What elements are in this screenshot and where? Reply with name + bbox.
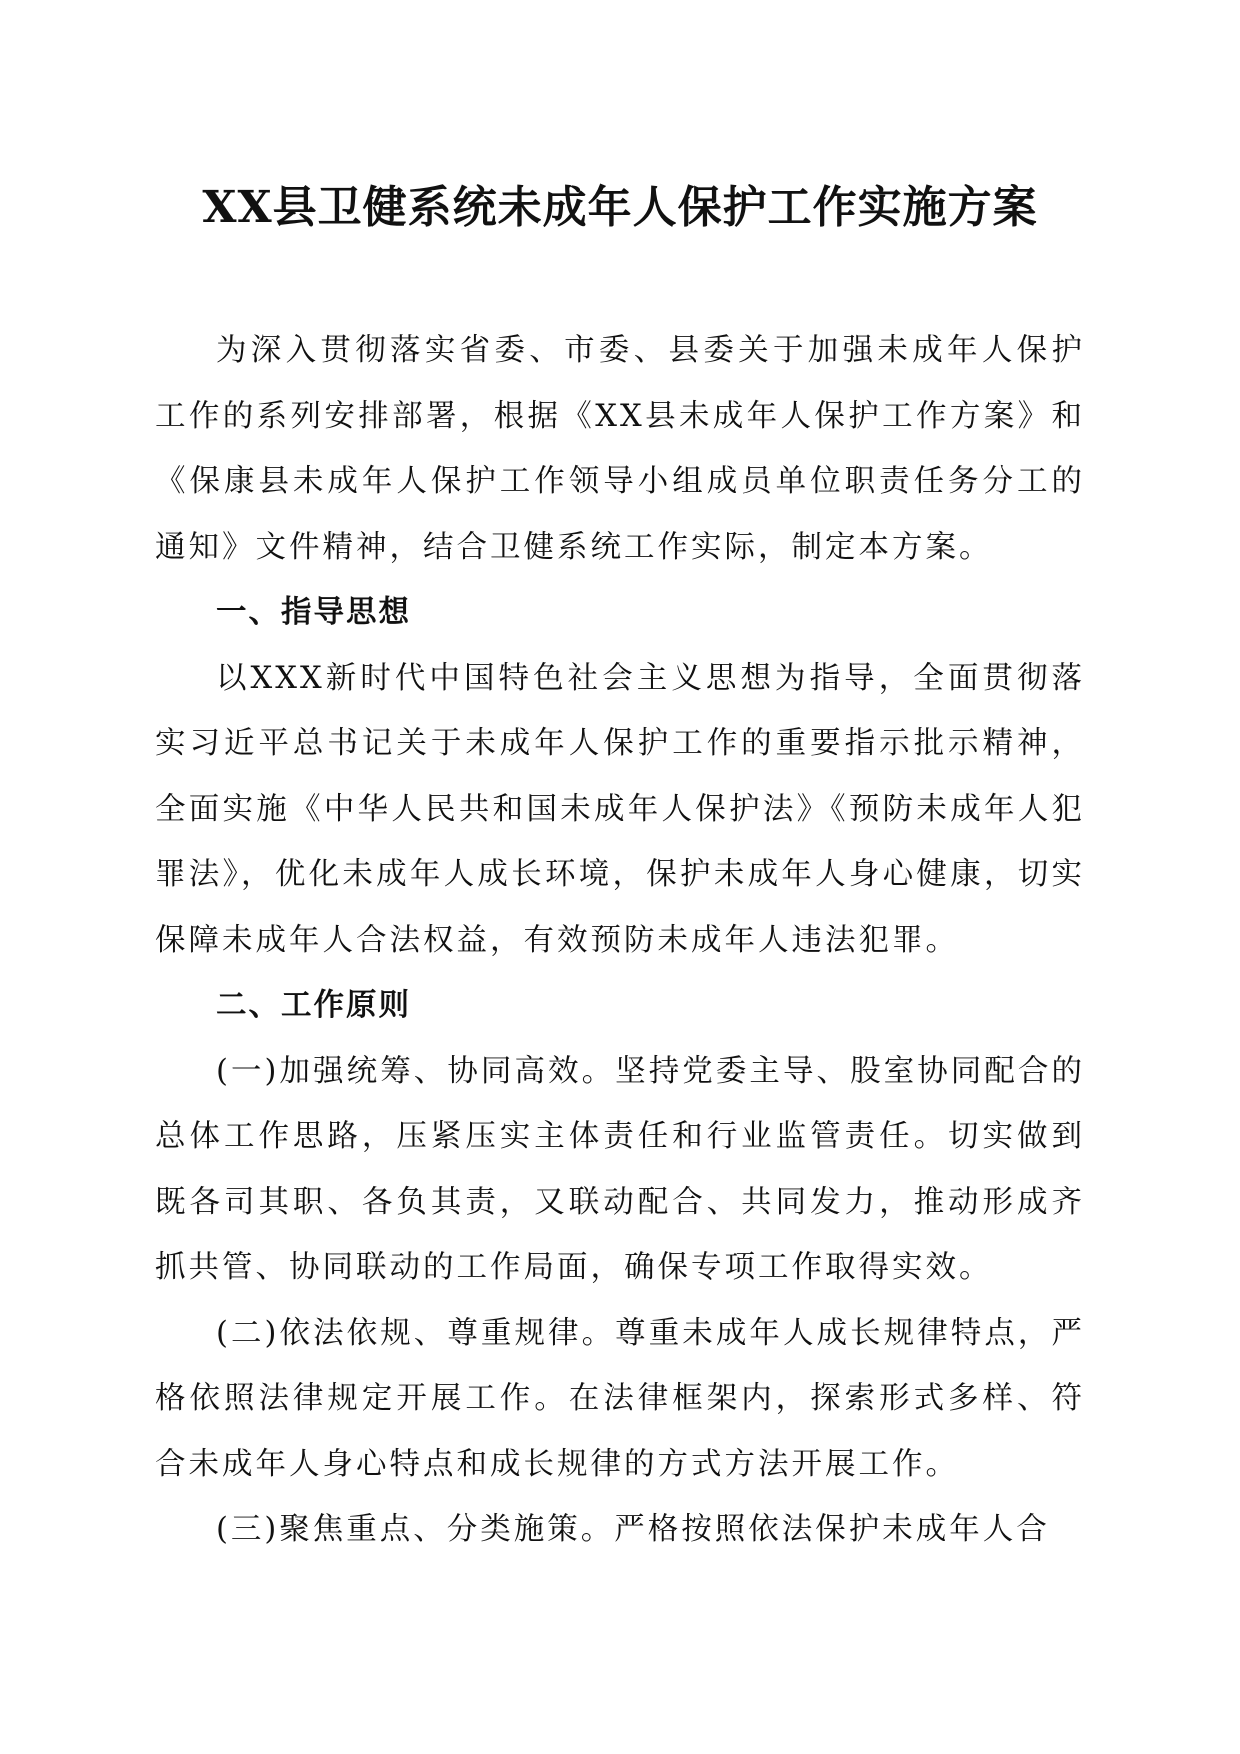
- section-heading-guiding-ideology: 一、指导思想: [216, 595, 411, 630]
- document-body: [155, 318, 1085, 1563]
- intro-paragraph: 为深入贯彻落实省委、市委、县委关于加强未成年人保护工作的系列安排部署，根据《XX县未成年人保护工作方案》和《保康县未成年人保护工作领导小组成员单位职责任务分工的通知》文件精神，结合卫健系统工作实际，制定本方案。: [155, 333, 1085, 565]
- principle-paragraph-1: (一)加强统筹、协同高效。坚持党委主导、股室协同配合的总体工作思路，压紧压实主体责任和行业监管责任。切实做到既各司其职、各负其责，又联动配合、共同发力，推动形成齐抓共管、协同联动的工作局面，确保专项工作取得实效。: [155, 1053, 1085, 1285]
- section-heading-work-principles: 二、工作原则: [216, 988, 411, 1023]
- principle-paragraph-3: (三)聚焦重点、分类施策。严格按照依法保护未成年人合: [216, 1512, 1050, 1547]
- document-title: XX县卫健系统未成年人保护工作实施方案: [202, 182, 1038, 233]
- guiding-ideology-paragraph: 以XXX新时代中国特色社会主义思想为指导，全面贯彻落实习近平总书记关于未成年人保护工作的重要指示批示精神，全面实施《中华人民共和国未成年人保护法》《预防未成年人犯罪法》，优化未成年人成长环境，保护未成年人身心健康，切实保障未成年人合法权益，有效预防未成年人违法犯罪。: [155, 660, 1085, 958]
- principle-paragraph-2: (二)依法依规、尊重规律。尊重未成年人成长规律特点，严格依照法律规定开展工作。在法律框架内，探索形式多样、符合未成年人身心特点和成长规律的方式方法开展工作。: [155, 1315, 1085, 1482]
